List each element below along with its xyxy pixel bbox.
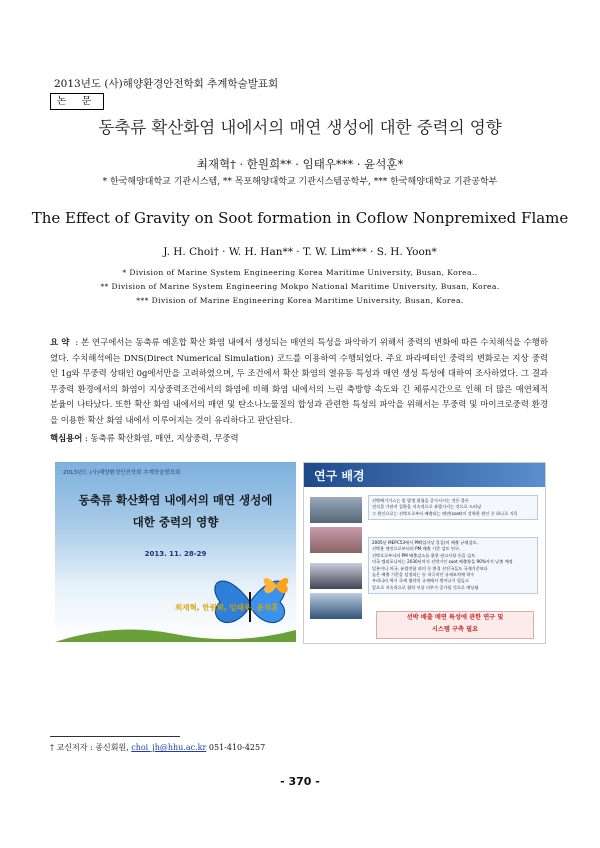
slide1-authors: 최재혁, 한원희, 임태우, 윤석훈 [175,603,279,612]
ship-exhaust-photo [310,497,362,523]
abstract [50,335,548,429]
slide2-box2-line: 우리나라 역시 국제 협약의 규제에서 벗어나기 힘들고 [372,578,469,584]
affiliation-en-1: * Division of Marine System Engineering Korea Maritime University, Busan, Korea.. [122,268,478,277]
slide2-conclusion [376,611,534,639]
keywords-text: : 동축류 확산화염, 매연, 지상중력, 무중력 [85,433,239,443]
slide1-title-line1: 동축류 확산화염 내에서의 매연 생성에 [78,493,273,507]
keywords [50,432,239,444]
small-butterfly-icon [260,570,292,600]
slide2-box2-line: 높은 배출 기준을 설정하는 등 적극적인 규제조치에 착수 [372,572,475,578]
title-english: The Effect of Gravity on Soot formation in Coflow Nonpremixed Flame [31,209,569,227]
authors-english: J. H. Choi† · W. H. Han** · T. W. Lim*** · S. H. Yoon* [163,246,437,258]
ship-photo [310,593,362,619]
affiliation-en-2: ** Division of Marine System Engineering Mokpo National Maritime University, Busan, Korea. [100,282,500,291]
smokestack-photo [310,563,362,589]
slide2-box2-line: 미국 캘리포니아는 2030년까지 선박기인 soot 배출량을 90%까지 낮출 예정 [372,559,513,565]
affiliations-korean: * 한국해양대학교 기관시스템, ** 목포해양대학교 기관시스템공학부, *** 한국해양대학교 기관공학부 [102,177,498,187]
title-korean: 동축류 확산화염 내에서의 매연 생성에 대한 중력의 영향 [98,118,502,137]
slide2-conclusion-line1: 선박 배출 매연 특성에 관한 연구 및 [406,614,504,621]
exhaust-photo-2 [310,527,362,553]
slide2-box2-line: 선박으로부터의 PM 배출감소를 위한 권고사항 등을 검토 [372,552,476,558]
slide2-box2-line: 앞으로 지속적으로 협약 이상 의무가 증가될 것으로 예상됨 [372,584,479,590]
footnote-phone: 051-410-4257 [206,743,266,752]
slide2-box2 [368,537,538,594]
slide1-date: 2013. 11. 28-29 [144,550,207,558]
page-number: - 370 - [280,775,320,788]
slide2-box1-line: 선박배기가스는 암 발생 위험을 증가시키는 것은 물론 [372,498,469,503]
abstract-label: 요 약 [50,337,70,347]
abstract-text: : 본 연구에서는 동축류 예혼합 확산 화염 내에서 생성되는 매연의 특성을 파악하기 위해서 중력의 변화에 따른 수치해석을 수행하였다. 수치해석에는 DNS(Direct Numerical Simulation) 코드를 이용하여 수행되었다. 주요 파라메터인 중력의 변화로는 지상 중력인 1g와 무중력 상태인 0g에서만을 고려하였으며, 두 조건에서 확산 화염의 열유동 특성과 매연 생성 특성에 대하여 조사하였다. 그 결과 무중력 환경에서의 화염이 지상중력조건에서의 화염에 비해 화염 내에서의 느린 축방향 속도와 긴 체류시간으로 인해 더 많은 매연체적 분율이 나타났다. 또한 확산 화염 내에서의 매연 및 탄소나노물질의 합성과 관련한 특성의 파악을 위해서는 무중력 및 마이크로중력 환경을 이용한 확산 화염 내에서 이루어지는 것이 유리하다고 판단된다. [50,337,548,425]
slide2-title: 연구 배경 [314,469,365,483]
slide1-title-line2: 대한 중력의 영향 [132,515,219,529]
footnote-prefix: † 교신저자 : 종신회원, [50,743,132,752]
authors-korean: 최재혁† · 한원희** · 임태우*** · 윤석훈* [196,157,404,171]
slide2-box1 [368,495,538,520]
slide2-box1-line: 그 원인으로는 선박으로부터 배출되는 매연(soot)이 강력한 원인 중 하나로 지목 [372,510,518,516]
slide2-box2-line: 선박용 엔진으로부터의 PM 배출 기준 검토 연구, [372,546,461,552]
slide1-conference: 2013년도 (사)해양환경안전학회 추계학술발표회 [63,470,181,476]
corresponding-author-footnote [50,742,265,753]
footnote-divider [50,736,180,737]
conference-header: 2013년도 (사)해양환경안전학회 추계학술발표회 [54,78,279,90]
title-slide-image [55,462,296,642]
paper-type-badge: 논 문 [50,93,104,110]
grass-decoration [55,612,296,642]
slide2-box1-line: 전식물 기관지 질환을 지속적으로 유발시키는 것으로 드러남 [372,504,482,510]
affiliation-en-3: *** Division of Marine Engineering Korea Maritime University, Busan, Korea. [136,296,464,305]
keywords-label: 핵심용어 [50,433,83,443]
background-slide-image [303,462,546,644]
slide2-box2-line: 일본이나 미국, 유럽연합 외의 동 환경 선진국들도 국제기준보다 [372,565,488,571]
email-link[interactable]: choi_jh@hhu.ac.kr [131,743,207,752]
slide2-conclusion-line2: 시스템 구축 필요 [431,626,479,633]
slide2-box2-line: 2005년 MEPC53에서 PM(입자상 물질)의 배출 규제검토, [372,540,478,545]
